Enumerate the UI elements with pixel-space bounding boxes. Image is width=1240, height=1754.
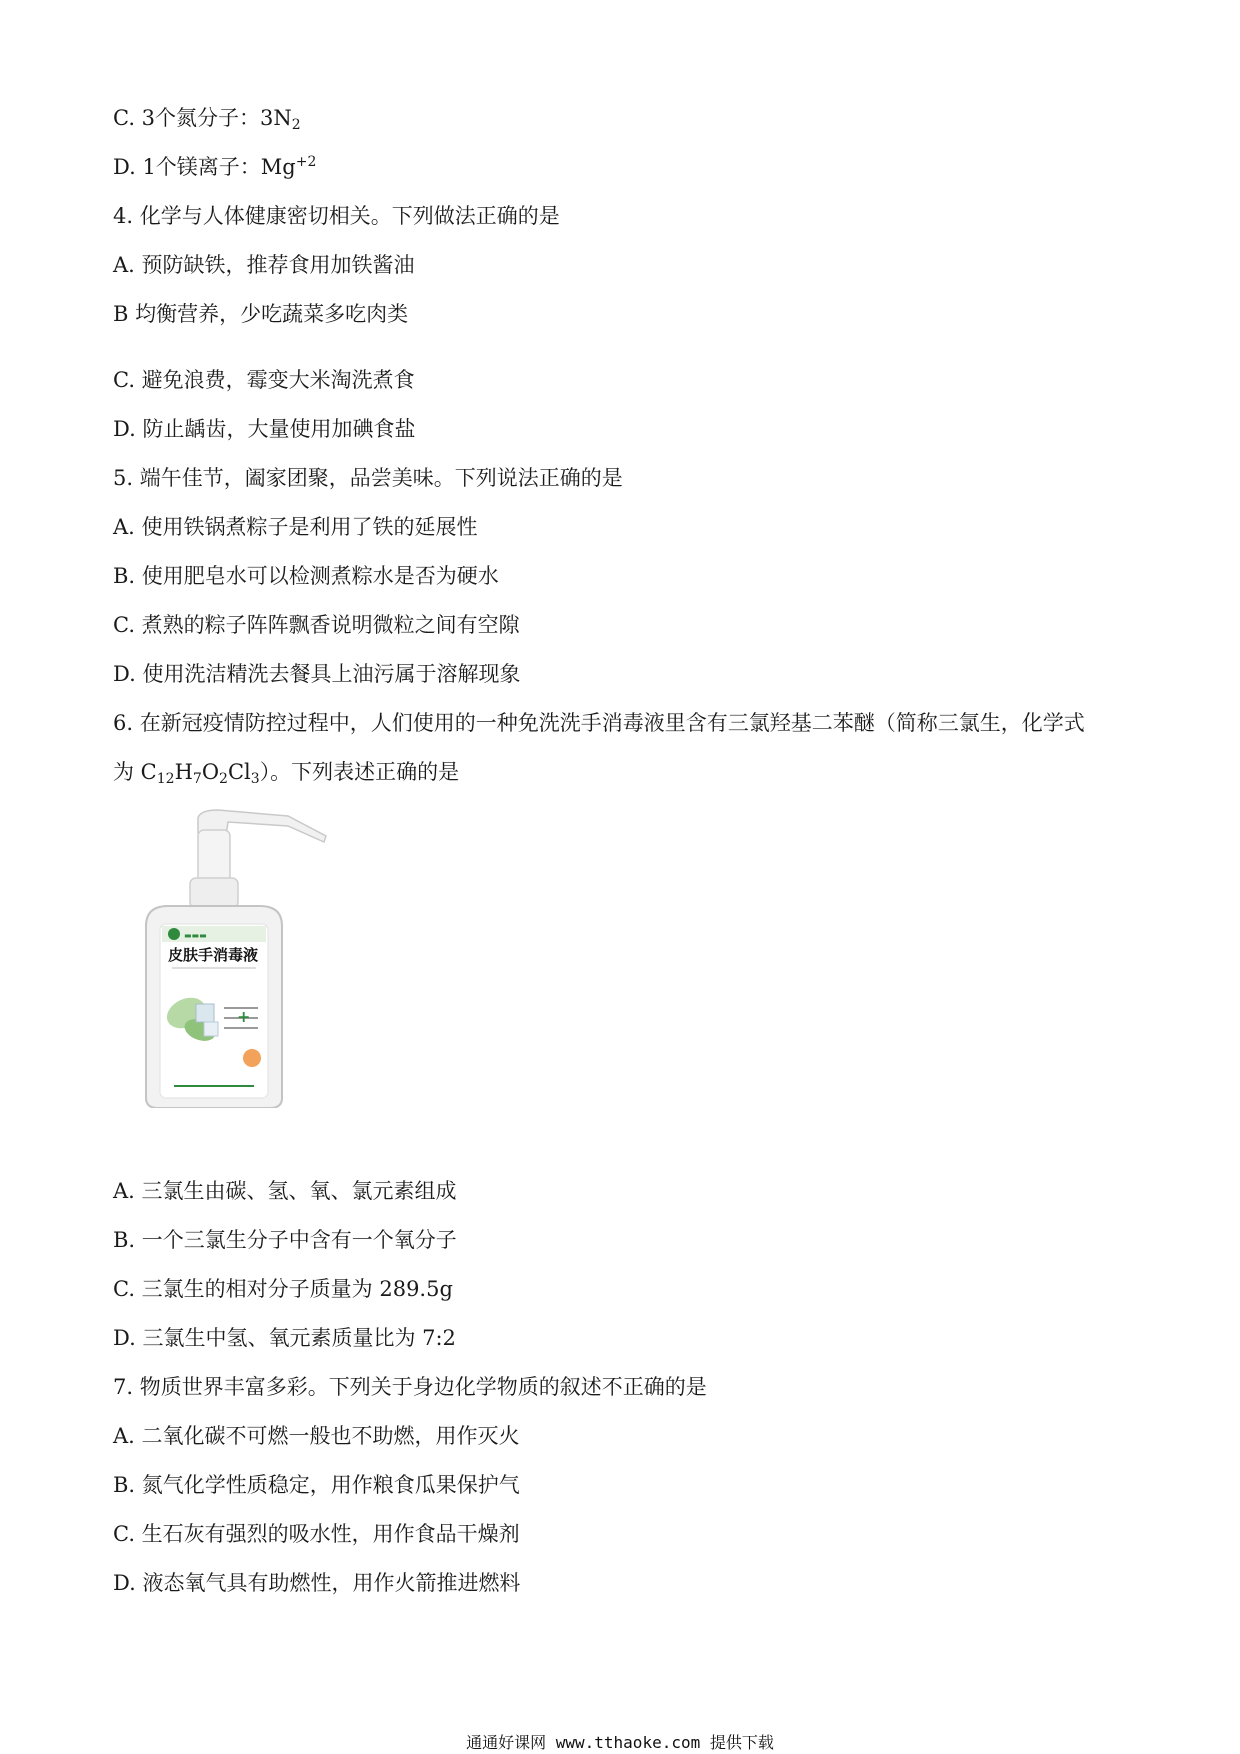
q7-option-c: C. 生石灰有强烈的吸水性，用作食品干燥剂 xyxy=(113,1522,520,1546)
q5-option-d: D. 使用洗洁精洗去餐具上油污属于溶解现象 xyxy=(113,662,521,686)
q6-option-c: C. 三氯生的相对分子质量为 289.5g xyxy=(113,1277,453,1301)
hand-sanitizer-bottle-image xyxy=(138,808,338,1108)
q3-option-c xyxy=(113,104,301,132)
q7-option-a: A. 二氧化碳不可燃一般也不助燃，用作灭火 xyxy=(113,1424,520,1448)
q6-stem-line-1: 6. 在新冠疫情防控过程中，人们使用的一种免洗洗手消毒液里含有三氯羟基二苯醚（简称三氯生，化学式 xyxy=(113,711,1085,735)
q7-option-d: D. 液态氧气具有助燃性，用作火箭推进燃料 xyxy=(113,1571,521,1595)
subscript: 2 xyxy=(291,117,301,133)
stem-suffix: ）。下列表述正确的是 xyxy=(259,760,460,784)
svg-text:+: + xyxy=(237,1007,251,1026)
q4-stem: 4. 化学与人体健康密切相关。下列做法正确的是 xyxy=(113,204,560,228)
q3-option-d-text: D. 1个镁离子：Mg xyxy=(113,155,296,179)
formula-element: Cl xyxy=(227,760,251,784)
q3-option-c-text: C. 3个氮分子：3N xyxy=(113,106,292,130)
subscript: 3 xyxy=(250,771,260,787)
q3-option-d xyxy=(113,153,316,181)
formula-element: O xyxy=(201,760,220,784)
q6-option-a: A. 三氯生由碳、氢、氧、氯元素组成 xyxy=(113,1179,457,1203)
q5-option-a: A. 使用铁锅煮粽子是利用了铁的延展性 xyxy=(113,515,478,539)
q4-option-d: D. 防止龋齿，大量使用加碘食盐 xyxy=(113,417,416,441)
superscript: +2 xyxy=(295,154,317,170)
page-footer: 通通好课网 www.tthaoke.com 提供下载 xyxy=(466,1733,774,1752)
formula-element: H xyxy=(174,760,193,784)
subscript: 2 xyxy=(219,771,228,787)
formula-prefix: 为 C xyxy=(113,760,157,784)
q4-option-c: C. 避免浪费，霉变大米淘洗煮食 xyxy=(113,368,415,392)
q5-option-c: C. 煮熟的粽子阵阵飘香说明微粒之间有空隙 xyxy=(113,613,520,637)
subscript: 7 xyxy=(192,771,202,787)
subscript: 12 xyxy=(156,771,175,787)
svg-text:▬▬▬: ▬▬▬ xyxy=(184,931,207,940)
q6-option-b: B. 一个三氯生分子中含有一个氧分子 xyxy=(113,1228,457,1252)
q7-option-b: B. 氮气化学性质稳定，用作粮食瓜果保护气 xyxy=(113,1473,520,1497)
q4-option-a: A. 预防缺铁，推荐食用加铁酱油 xyxy=(113,253,415,277)
q6-stem-line-2 xyxy=(113,758,459,786)
q4-option-b: B 均衡营养，少吃蔬菜多吃肉类 xyxy=(113,302,409,326)
q7-stem: 7. 物质世界丰富多彩。下列关于身边化学物质的叙述不正确的是 xyxy=(113,1375,707,1399)
q5-option-b: B. 使用肥皂水可以检测煮粽水是否为硬水 xyxy=(113,564,499,588)
bottle-label-text: 皮肤手消毒液 xyxy=(168,946,259,964)
q5-stem: 5. 端午佳节，阖家团聚，品尝美味。下列说法正确的是 xyxy=(113,466,623,490)
q6-option-d: D. 三氯生中氢、氧元素质量比为 7:2 xyxy=(113,1326,456,1350)
